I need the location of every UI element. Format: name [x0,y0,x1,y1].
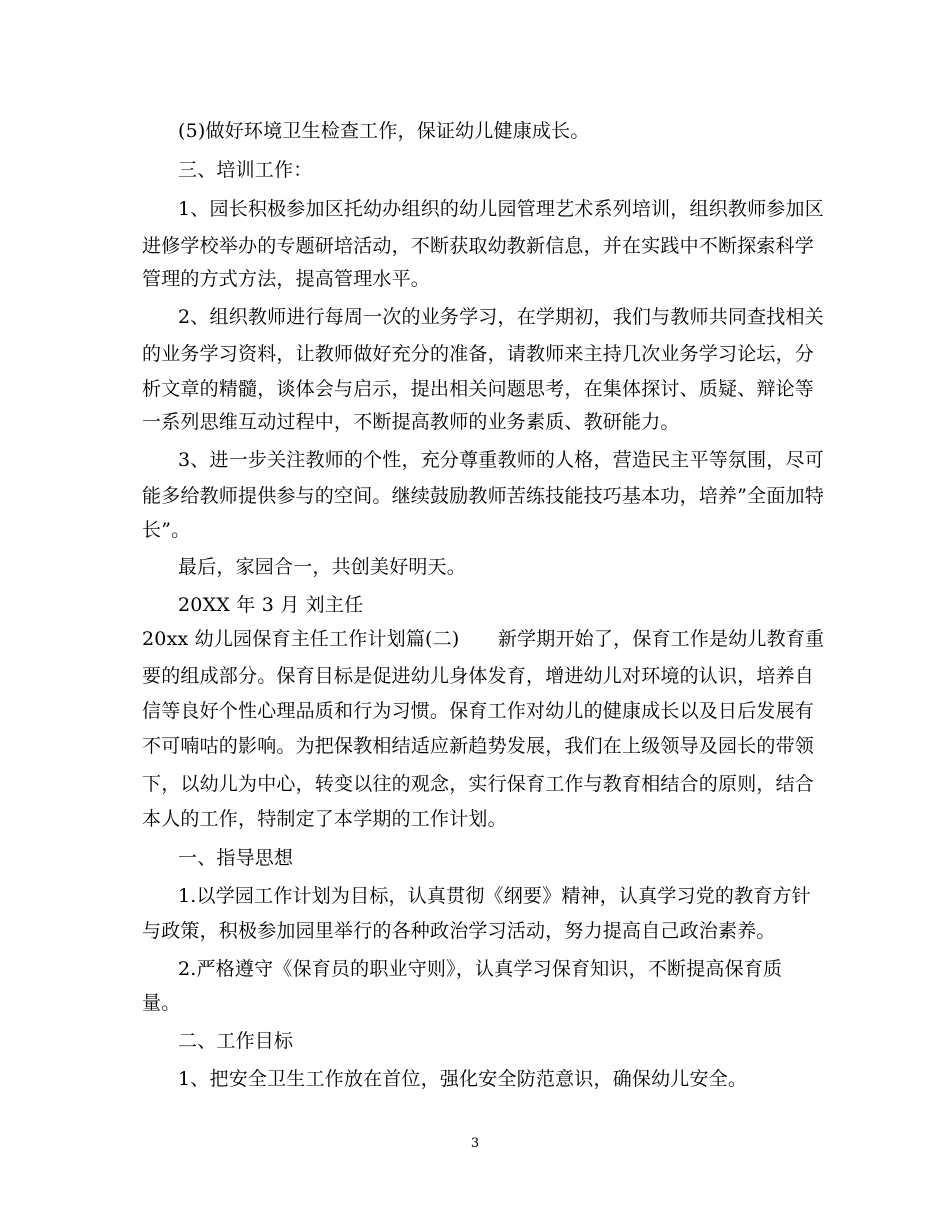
text-line: 要的组成部分。保育目标是促进幼儿身体发育，增进幼儿对环境的认识，培养自 [142,665,815,687]
text-line: 1、园长积极参加区托幼办组织的幼儿园管理艺术系列培训，组织教师参加区 [178,198,824,220]
page-number: 3 [470,1136,480,1151]
text-line: 管理的方式方法，提高管理水平。 [142,268,431,290]
text-line: 能多给教师提供参与的空间。继续鼓励教师苦练技能技巧基本功，培养”全面加特 [142,485,824,507]
text-line: 不可喃咕的影响。为把保教相结适应新趋势发展，我们在上级领导及园长的带领 [142,735,815,757]
text-line: 20xx 幼儿园保育主任工作计划篇(二) 新学期开始了，保育工作是幼儿教育重 [142,628,825,650]
text-line: 1、把安全卫生工作放在首位，强化安全防范意识，确保幼儿安全。 [178,1068,748,1090]
text-line: 2.严格遵守《保育员的职业守则》，认真学习保育知识，不断提高保育质 [178,958,783,980]
text-line: 1.以学园工作计划为目标，认真贯彻《纲要》精神，认真学习党的教育方针 [178,885,811,907]
text-line: 下，以幼儿为中心，转变以往的观念，实行保育工作与教育相结合的原则，结合 [142,773,815,795]
text-line: 长”。 [142,519,191,541]
section-heading: 二、工作目标 [178,1030,294,1052]
section-heading: 三、培训工作： [178,159,313,181]
text-line: 最后，家园合一，共创美好明天。 [178,556,467,578]
text-line: 一系列思维互动过程中，不断提高教师的业务素质、教研能力。 [142,411,680,433]
text-line: 信等良好个性心理品质和行为习惯。保育工作对幼儿的健康成长以及日后发展有 [142,700,815,722]
text-line: 进修学校举办的专题研培活动，不断获取幼教新信息，并在实践中不断探索科学 [142,235,815,257]
text-line: 2、组织教师进行每周一次的业务学习，在学期初，我们与教师共同查找相关 [178,306,824,328]
text-line: 量。 [142,992,181,1014]
text-line: (5)做好环境卫生检查工作，保证幼儿健康成长。 [178,120,590,142]
text-line: 3、进一步关注教师的个性，充分尊重教师的人格，营造民主平等氛围，尽可 [178,449,824,471]
text-line: 与政策，积极参加园里举行的各种政治学习活动，努力提高自己政治素养。 [142,920,776,942]
text-line: 的业务学习资料，让教师做好充分的准备，请教师来主持几次业务学习论坛，分 [142,343,815,365]
text-line: 本人的工作，特制定了本学期的工作计划。 [142,808,507,830]
date-signature: 20XX 年 3 月 刘主任 [178,594,364,616]
text-line: 析文章的精髓，谈体会与启示，提出相关问题思考，在集体探讨、质疑、辩论等 [142,378,815,400]
section-heading: 一、指导思想 [178,847,294,869]
